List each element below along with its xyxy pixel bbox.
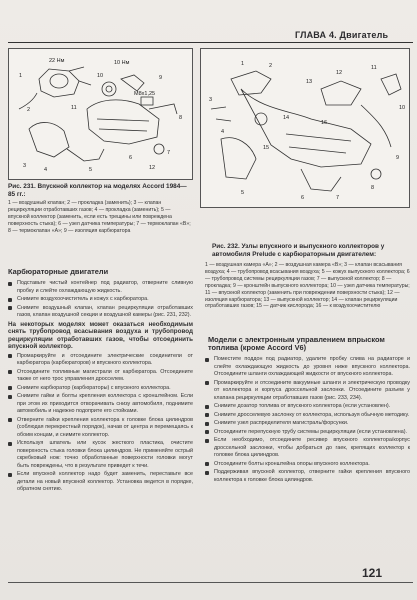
step-item: Промаркируйте и отсоедините электрические соединители от карбюратора (карбюраторов) и впускного коллектора. [8, 353, 193, 368]
part-label: 8 [371, 185, 375, 191]
part-label: 1 [241, 61, 245, 67]
torque-label-22: 22 Нм [49, 58, 65, 64]
part-label: 5 [241, 190, 245, 196]
figure-231-frame [8, 48, 193, 180]
step-item: Снимите узел распределителя магистраль/форсунки. [205, 420, 410, 428]
header-rule [8, 42, 413, 43]
step-item: Снимите дросселевую заслонку от коллектора, используя обычную методику. [205, 412, 410, 420]
chapter-running-head: ГЛАВА 4. Двигатель [295, 30, 389, 40]
right-section-title: Модели с электронным управлением впрыском топлива (кроме Accord V6) [208, 335, 385, 353]
step-item: Используя шпатель или кусок жесткого пластика, очистите поверхность стыка головки блока цилиндров. Не применяйте острый скребковый нож: точно обработанные поверхности головки могут быть повреждены, что в результате приведет к течи. [8, 440, 193, 470]
part-label: 9 [159, 75, 163, 81]
step-item: Подставьте чистый контейнер под радиатор, отверните сливную пробку и слейте охлаждающую жидкость. [8, 280, 193, 295]
step-item: Отсоедините топливные магистрали от карбюратора. Отсоедините также от него трос управления дросселем. [8, 369, 193, 384]
part-label: 14 [283, 115, 290, 121]
part-label: 4 [221, 129, 225, 135]
right-column [205, 356, 410, 485]
part-label: 6 [129, 155, 133, 161]
figure-232-legend: 1 — воздушная камера «А»; 2 — воздушная камера «В»; 3 — клапан всасывания воздуха; 4 — трубопровод всасывания воздуха; 5 — кожух выпускного коллектора; 6 — трубопровод системы рециркуляции газов; 7 — выпускной коллектор; 8 — прокладка; 9 — кронштейн выпускного коллектора; 10 — узел датчика температуры; 11 — впускной коллектор (заменить при повреждении поверхности стыка); 12 — изоляция карбюратора; 13 — выпускной коллектор; 14 — клапан рециркуляции отработавших газов; 15 — датчик кислорода; 16 — к воздухоочистителю [205, 262, 410, 310]
part-label: 15 [263, 145, 270, 151]
step-item: Если необходимо, отсоедините ресивер впускного коллектора/корпус дроссельной заслонки, чтобы добраться до гаек, крепящих коллектор к головке блока цилиндров. [205, 437, 410, 460]
part-label: 5 [89, 167, 93, 173]
part-label: 1 [19, 73, 23, 79]
left-column [8, 280, 193, 495]
step-item: Снимите карбюратор (карбюраторы) с впускного коллектора. [8, 385, 193, 393]
step-item: Отверните гайки крепления коллектора к головке блока цилиндров (соблюдая перекрестный порядок), начав от центра и перемещаясь к обоим концам, и снимите коллектор. [8, 417, 193, 440]
step-item: Отсоедините перепускную трубу системы рециркуляции (если установлена). [205, 429, 410, 437]
step-item: Снимите воздушный клапан, клапан рециркуляции отработавших газов, клапан воздушной секции и воздушной камеры (рис. 231, 232). [8, 305, 193, 320]
part-label: 8 [179, 115, 183, 121]
footer-rule [8, 582, 413, 583]
figure-231-caption: Рис. 231. Впускной коллектор на моделях Accord 1984—85 гг.: [8, 183, 187, 198]
step-item: Если впускной коллектор надо будет заменить, переставьте все детали на новый впускной коллектор. Установка ведется в порядке, обратном снятию. [8, 471, 193, 494]
part-label: 2 [27, 107, 31, 113]
bold-note: На некоторых моделях может оказаться необходимым снять трубопровод всасывания воздуха и трубопровод рециркуляции отработавших газов, чтобы отсоединить впускной коллектор. [8, 320, 193, 351]
part-label: 9 [396, 155, 400, 161]
intake-manifold-drawing [9, 49, 194, 181]
part-label: 4 [44, 167, 48, 173]
thread-label: M8x1,25 [134, 91, 156, 97]
part-label: 7 [167, 150, 171, 156]
step-item: Снимите дозатор топлива от впускного коллектора (если установлен). [205, 403, 410, 411]
part-label: 10 [97, 73, 104, 79]
step-item: Поддерживая впускной коллектор, отверните гайки крепления впускного коллектора к головке блока цилиндров. [205, 469, 410, 484]
step-item: Промаркируйте и отсоедините вакуумные шланги и электрическую проводку от коллектора и корпуса дроссельной заслонки. Отсоедините разъем у клапана рециркуляции отработавших газов (рис. 233, 234). [205, 380, 410, 403]
part-label: 3 [209, 97, 213, 103]
part-label: 10 [399, 105, 406, 111]
intake-exhaust-assembly-drawing [201, 49, 411, 209]
part-label: 3 [23, 163, 27, 169]
step-item: Поместите поддон под радиатор, удалите пробку слива на радиаторе и слейте охлаждающую жидкость до уровня ниже впускного коллектора. Отсоедините шланги охлаждающей жидкости от впускного коллектора. [205, 356, 410, 379]
part-label: 11 [71, 105, 77, 111]
part-label: 6 [301, 195, 305, 201]
part-label: 12 [149, 165, 156, 171]
part-label: 13 [306, 79, 313, 85]
part-label: 2 [269, 63, 273, 69]
left-section-title: Карбюраторные двигатели [8, 267, 109, 276]
figure-231-legend: 1 — воздушный клапан; 2 — прокладка (заменить); 3 — клапан рециркуляции отработавших газов; 4 — прокладка (заменить); 5 — впускной коллектор (заменить, если есть трещины или повреждена поверхность стыка); 6 — узел датчика температуры; 7 — термоклапан «В»; 8 — термоклапан «А»; 9 — изоляция карбюратора [8, 200, 191, 234]
part-label: 12 [336, 70, 343, 76]
step-item: Снимите воздухоочиститель и кожух с карбюратора. [8, 296, 193, 304]
step-item: Снимите гайки и болты крепления коллектора с кронштейном. Если при этом их приходится отворачивать снизу автомобиля, поднимите автомобиль и надежно подоприте его стойками. [8, 393, 193, 416]
part-label: 7 [336, 195, 340, 201]
figure-232-frame [200, 48, 410, 208]
step-item: Отсоедините болты кронштейна опоры впускного коллектора. [205, 461, 410, 469]
part-label: 16 [321, 120, 328, 126]
torque-label-10: 10 Нм [114, 60, 130, 66]
part-label: 11 [371, 65, 377, 71]
page-number: 121 [362, 566, 383, 580]
figure-232-caption: Рис. 232. Узлы впускного и выпускного коллекторов у автомобиля Prelude с карбюраторным двигателем: [212, 243, 385, 258]
